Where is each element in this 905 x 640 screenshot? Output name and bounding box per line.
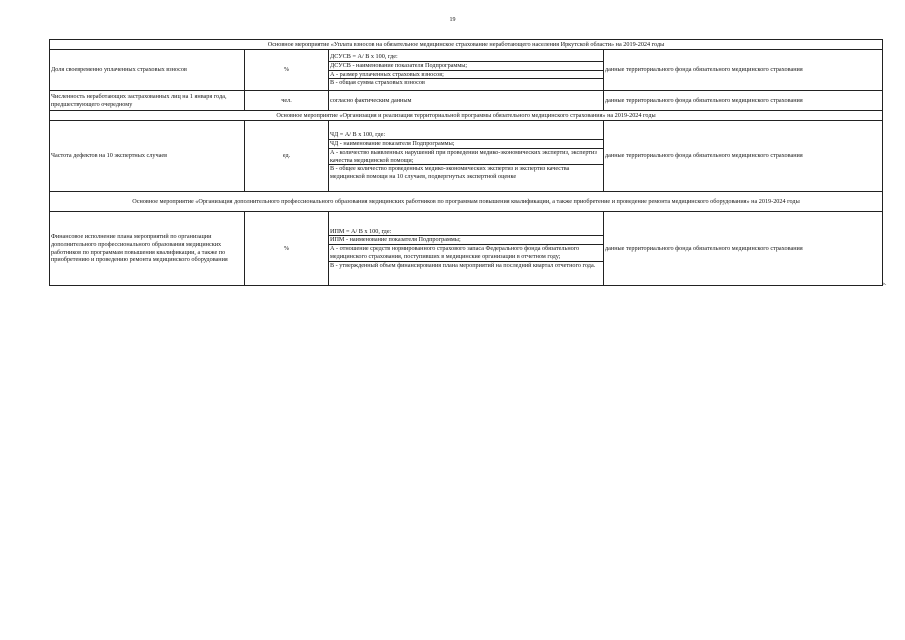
indicator-unit: %: [245, 212, 329, 286]
indicator-name: Численность неработающих застрахованных лиц на 1 января года, предшествующего очередному: [50, 91, 245, 111]
indicator-source: данные территориального фонда обязательного медицинского страхования: [604, 121, 883, 192]
table-row: [50, 212, 883, 286]
section-title: Основное мероприятие «Организация дополнительного профессионального образования медицинских работников по программам повышения квалификации, а также приобретение и проведение ремонта медицинского оборудования» на 2019-2024 годы: [50, 192, 883, 212]
indicator-unit: ед.: [245, 121, 329, 192]
table-row: [50, 91, 883, 111]
table-row: [50, 50, 883, 91]
indicator-formula: согласно фактическим данным: [329, 91, 604, 111]
formula-line: ЧД - наименование показателя Подпрограммы;: [329, 140, 603, 149]
formula-line: А - отношение средств нормированного страхового запаса Федерального фонда обязательного медицинского страхования, поступивших в медицинские организации в отчетном году;: [329, 245, 603, 262]
formula-line: ДСУСВ - наименование показателя Подпрограммы;: [329, 62, 603, 71]
section-title: Основное мероприятие «Организация и реализация территориальной программы обязательного медицинского страхования» на 2019-2024 годы: [50, 111, 883, 121]
section-header-row: [50, 40, 883, 50]
section-title: Основное мероприятие «Уплата взносов на обязательное медицинское страхование неработающего населения Иркутской области» на 2019-2024 годы: [50, 40, 883, 50]
indicator-source: данные территориального фонда обязательного медицинского страхования: [604, 91, 883, 111]
indicator-formula: [329, 212, 604, 286]
indicators-table: [49, 39, 883, 286]
formula-line: А - количество выявленных нарушений при проведении медико-экономических экспертиз, экспертиз качества медицинской помощи;: [329, 149, 603, 166]
formula-line: В - общее количество проведенных медико-экономических экспертиз и экспертиз качества медицинской помощи на 10 случаев, подвергнутых экспертной оценке: [330, 165, 570, 180]
formula-line: В - утвержденный объем финансирования плана мероприятий на последний квартал отчетного года.: [330, 261, 596, 269]
formula-line: В - общая сумма страховых взносов: [330, 79, 425, 87]
indicator-formula: [329, 50, 604, 91]
indicator-name: Доля своевременно уплаченных страховых взносов: [50, 50, 245, 91]
indicator-unit: чел.: [245, 91, 329, 111]
indicator-unit: %: [245, 50, 329, 91]
section-header-row: [50, 192, 883, 212]
table-row: [50, 121, 883, 192]
indicator-source: данные территориального фонда обязательного медицинского страхования: [604, 212, 883, 286]
page-number: 19: [449, 17, 456, 23]
indicator-name: Частота дефектов на 10 экспертных случаев: [50, 121, 245, 192]
indicator-name: Финансовое исполнение плана мероприятий по организации дополнительного профессионального образования медицинских работников по программам повышения квалификации, а также по приобретению и проведению ремонта медицинского оборудования: [50, 212, 245, 286]
formula-line: ИПМ = А/ В х 100, где:: [329, 228, 603, 237]
formula-line: ЧД = А/ В х 100, где:: [329, 131, 603, 140]
closing-quote: ».: [882, 281, 887, 287]
indicator-source: данные территориального фонда обязательного медицинского страхования: [604, 50, 883, 91]
section-header-row: [50, 111, 883, 121]
formula-line: ДСУСВ = А/ В х 100, где:: [329, 53, 603, 62]
formula-line: А - размер уплаченных страховых взносов;: [329, 71, 603, 80]
indicator-formula: [329, 121, 604, 192]
formula-line: ИПМ - наименование показателя Подпрограммы;: [329, 236, 603, 245]
